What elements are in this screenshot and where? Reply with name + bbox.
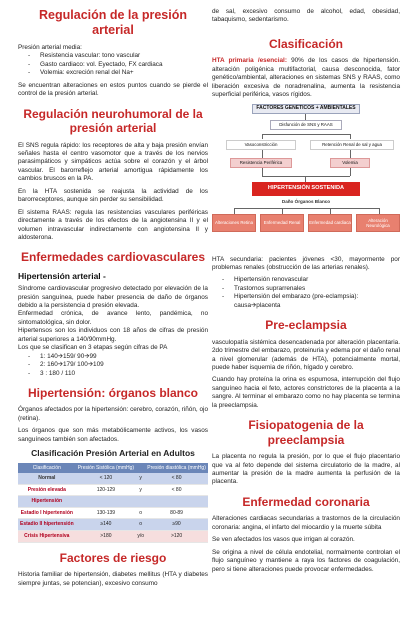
diagram-target-organ-damage: Daño Órganos Blanco xyxy=(268,198,344,206)
left-column xyxy=(18,0,208,592)
paragraph-vasos: Los órganos que son más metabólicamente activos, los vasos sanguíneos también son afectados. xyxy=(18,427,208,443)
table-row xyxy=(18,507,208,519)
table-cell: 120-129 xyxy=(76,484,137,496)
table-cell: >180 xyxy=(76,531,137,543)
list-item: - Resistencia vascular: tono vascular xyxy=(18,52,208,60)
table-header: Clasificación xyxy=(18,463,76,474)
table-row xyxy=(18,496,208,508)
paragraph-afectados: Se ven afectados los vasos que irrigan al corazón. xyxy=(212,536,355,544)
table-cell: Normal xyxy=(18,473,76,484)
paragraph-alteraciones-cardiacas: Alteraciones cardiacas secundarias a trastornos de la circulación coronaria: angina, el infarto del miocardio y la muerte súbita xyxy=(212,515,400,531)
paragraph-hipertensos: Hipertensos son los individuos con 18 años de cifras de presión arterial superiores a 140/90mmHg. xyxy=(18,327,208,343)
diagram-organ-retina: Alteraciones Retina xyxy=(212,214,256,232)
list-item: - 3 : 180 / 110 xyxy=(18,370,208,378)
diagram-arrow xyxy=(262,134,350,135)
diagram-arrow xyxy=(350,150,351,158)
table-header: Presión diastólica (mmHg) xyxy=(145,463,208,474)
pa-media-list xyxy=(18,52,208,77)
diagram-arrow xyxy=(262,168,263,176)
table-cell: ≥140 xyxy=(76,519,137,531)
heading-factores-riesgo: Factores de riesgo xyxy=(59,550,167,565)
table-cell: o xyxy=(136,519,145,531)
table-cell: o xyxy=(136,507,145,519)
heading-preeclampsia: Pre-eclampsia xyxy=(265,318,347,333)
table-cell: y/o xyxy=(136,531,145,543)
table-cell: ≥90 xyxy=(145,519,208,531)
pathophysiology-diagram xyxy=(212,104,400,250)
heading-neurohumoral: Regulación neurohumoral de la presión arterial xyxy=(23,106,203,136)
right-column xyxy=(212,0,400,578)
diagram-arrow xyxy=(262,176,350,177)
list-item: - Gasto cardiaco: vol. Eyectado, FX cardiaca xyxy=(18,61,208,69)
diagram-arrow xyxy=(350,134,351,139)
heading-organos-blanco: Hipertensión: órganos blanco xyxy=(27,386,198,401)
paragraph-proteina: Cuando hay proteína la orina es espumosa, interrupción del flujo sanguíneo hacia el feto, actores constrictores de la placenta a la sangre. Al terminar el embarazo como no hay placenta se termina la preeclampsia. xyxy=(212,376,400,409)
paragraph-etapas: Los que se clasifican en 3 etapas según cifras de PA xyxy=(18,344,168,352)
table-title: Clasificación Presión Arterial en Adultos xyxy=(31,448,195,459)
paragraph-sindrome: Síndrome cardiovascular progresivo detectado por elevación de la presión sanguínea, puede haber presencia de daño de órganos debido a la persistencia d presión elevada. xyxy=(18,285,208,309)
paragraph-raas: El sistema RAAS: regula las resistencias vasculares periféricas directamente a través de los efectos de la angiotensina II y el volumen intravascular indirectamente con angiotensina II y aldosterona. xyxy=(18,208,208,242)
diagram-dysfunction: Disfunción de SNS y RAAS xyxy=(270,120,342,130)
table-cell: < 120 xyxy=(76,473,137,484)
table-header xyxy=(136,463,145,474)
table-cell: y xyxy=(136,484,145,496)
subheading-hta: Hipertensión arterial - xyxy=(18,270,106,281)
list-item: - Hipertensión del embarazo (pre-eclampsia): causa🡪placenta xyxy=(212,293,400,310)
heading-cardiovasculares: Enfermedades cardiovasculares xyxy=(20,250,206,265)
table-cell: Estadio I hipertensión xyxy=(18,507,76,519)
table-cell: < 80 xyxy=(145,484,208,496)
paragraph-placenta: La placenta no regula la presión, por lo que el flujo placentario que va al feto depende del sistema circulatorio de la madre, al aumentar la presión de la madre aumenta la perfusión de la placenta. xyxy=(212,453,400,486)
paragraph-origina: Se origina a nivel de célula endotelial, normalmente controlan el flujo sanguíneo y mantiene a raya los factores de coagulación, pero si tiene alteraciones puede provocar enfermedades. xyxy=(212,548,400,573)
table-row xyxy=(18,484,208,496)
table-cell: 130-139 xyxy=(76,507,137,519)
table-cell: < 80 xyxy=(145,473,208,484)
pa-media-label: Presión arterial media: xyxy=(18,44,82,51)
heading-coronaria: Enfermedad coronaria xyxy=(242,494,370,509)
table-cell xyxy=(145,496,208,508)
list-item: - Volemia: excreción renal del Na+ xyxy=(18,69,208,77)
paragraph-hta-sostenida: En la HTA sostenida se reajusta la actividad de los barorreceptores, aunque sin perder su sensibilidad. xyxy=(18,187,208,204)
heading-clasificacion: Clasificación xyxy=(268,36,344,51)
table-header: Presión Sistólica (mmHg) xyxy=(76,463,137,474)
list-item: - 1: 140🡪159/ 90🡪99 xyxy=(18,353,208,361)
table-row xyxy=(18,519,208,531)
list-item: - Hipertensión renovascular xyxy=(212,276,400,284)
primaria-label: HTA primaria /esencial: xyxy=(212,57,287,65)
table-cell xyxy=(136,496,145,508)
diagram-volemia: Volemia xyxy=(330,158,370,168)
diagram-vasoconstriction: Vasoconstricción xyxy=(226,140,296,150)
paragraph-vasculopatia: vasculopatía sistémica desencadenada por alteración placentaria. 2do trimestre del embarazo, proteinuria y edema por el daño renal a nivel glomerular (además de HTA), potencialmente mortal, puede haber isquemia de riñón, hígado y cerebro. xyxy=(212,338,400,372)
diagram-peripheral-resistance: Resistencia Periférica xyxy=(230,158,292,168)
table-header-row xyxy=(18,463,208,474)
paragraph-sns: El SNS regula rápido: los receptores de alta y baja presión envían señales hasta el centro vasomotor que a través de los nervios parasimpáticos y simpáticos actúa sobre el corazón y el árbol vascular. El barorreflejo arterial amortigua rápidamente los cambios bruscos en la PA. xyxy=(18,141,208,183)
table-cell: >120 xyxy=(145,531,208,543)
table-row xyxy=(18,531,208,543)
paragraph-primaria xyxy=(212,57,400,99)
table-cell: Crisis Hipertensiva xyxy=(18,531,76,543)
diagram-organ-neuro: Alteración Neurológica xyxy=(356,214,400,232)
paragraph-alteraciones: Se encuentran alteraciones en estos puntos cuando se pierde el control de la presión arterial. xyxy=(18,81,208,98)
paragraph-cronica: Enfermedad crónica, de avance lento, pandémica, no sintomatológica, sin dolor. xyxy=(18,310,208,326)
table-cell xyxy=(76,496,137,508)
heading-fisiopatogenia: Fisiopatogenia de la preeclampsia xyxy=(248,418,364,447)
paragraph-organos: Órganos afectados por la hipertensión: cerebro, corazón, riñón, ojo (retina). xyxy=(18,406,208,422)
diagram-arrow xyxy=(262,134,263,139)
paragraph-riesgo: Historia familiar de hipertensión, diabetes mellitus (HTA y diabetes siempre juntas, se potencian), excesivo consumo xyxy=(18,571,208,587)
table-row xyxy=(18,473,208,484)
paragraph-riesgo-cont: de sal, excesivo consumo de alcohol, edad, obesidad, tabaquismo, sedentarismo. xyxy=(212,8,400,24)
list-item: - 2: 160🡪179/ 100🡪109 xyxy=(18,361,208,369)
diagram-arrow xyxy=(350,168,351,176)
diagram-genetic-factors: FACTORES GENETICOS + AMBIENTALES xyxy=(252,104,360,114)
table-cell: 80-89 xyxy=(145,507,208,519)
heading-regulacion: Regulación de la presión arterial xyxy=(39,8,187,37)
paragraph-secundaria: HTA secundaria: pacientes jóvenes <30, mayormente por problemas renales (obstrucción de las arterias renales). xyxy=(212,255,400,272)
diagram-arrow xyxy=(262,150,263,158)
list-item: - Trastornos suprarrenales xyxy=(212,285,400,293)
table-cell: Presión elevada xyxy=(18,484,76,496)
diagram-arrow xyxy=(234,208,380,209)
primaria-text: 90% de los casos de hipertensión. alteración poligénica multifactorial, causa desconocida, fator genético/ambiental, alteraciones en sistemas SNS y RAAS, como liberación excesiva de noradrenalina, aumenta la resistencia superficial periférica, vasos rígidos. xyxy=(212,57,400,99)
classification-table xyxy=(18,463,208,543)
table-cell: Estadio II hipertensión xyxy=(18,519,76,531)
table-cell: y xyxy=(136,473,145,484)
diagram-renal-retention: Retención Renal de sal y agua xyxy=(310,140,394,150)
diagram-organ-renal: Enfermedad Renal xyxy=(260,214,304,232)
table-cell: Hipertensión xyxy=(18,496,76,508)
secundaria-list xyxy=(212,276,400,310)
diagram-organ-cardiac: Enfermedad cardiaca xyxy=(308,214,352,232)
diagram-sustained-hypertension: HIPERTENSIÓN SOSTENIDA xyxy=(252,182,360,196)
etapas-list xyxy=(18,353,208,378)
